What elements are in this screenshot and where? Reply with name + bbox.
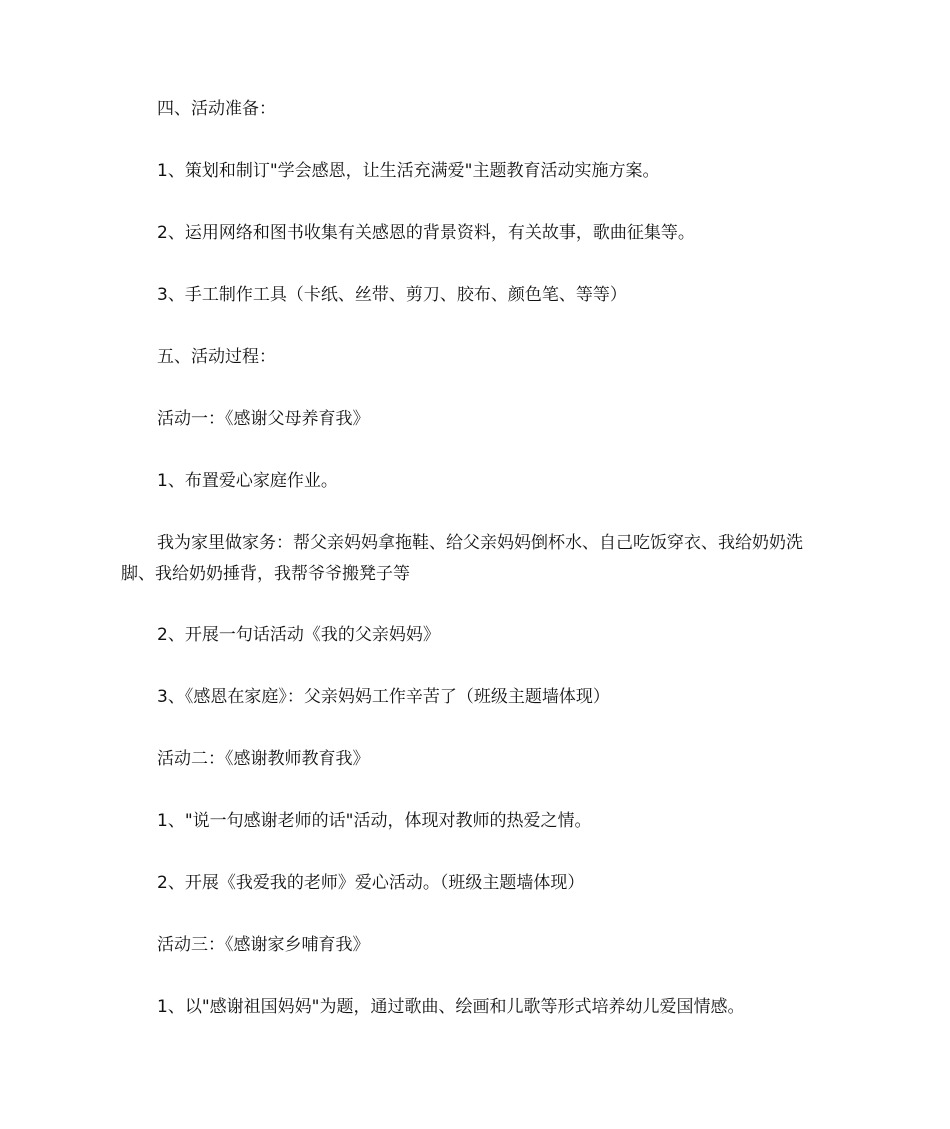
paragraph-prep-2: 2、运用网络和图书收集有关感恩的背景资料，有关故事，歌曲征集等。 <box>157 223 695 243</box>
paragraph-activity-1-item-1: 1、布置爱心家庭作业。 <box>157 471 338 491</box>
paragraph-activity-2-item-2: 2、开展《我爱我的老师》爱心活动。（班级主题墙体现） <box>157 873 585 893</box>
paragraph-prep-1: 1、策划和制订"学会感恩，让生活充满爱"主题教育活动实施方案。 <box>157 161 660 181</box>
heading-activity-1: 活动一：《感谢父母养育我》 <box>157 409 370 429</box>
paragraph-prep-3: 3、手工制作工具（卡纸、丝带、剪刀、胶布、颜色笔、等等） <box>157 285 627 305</box>
heading-activity-3: 活动三：《感谢家乡哺育我》 <box>157 935 370 955</box>
paragraph-activity-3-item-1: 1、以"感谢祖国妈妈"为题，通过歌曲、绘画和儿歌等形式培养幼儿爱国情感。 <box>157 997 745 1017</box>
heading-preparation: 四、活动准备： <box>157 99 276 119</box>
paragraph-activity-1-housework: 我为家里做家务：帮父亲妈妈拿拖鞋、给父亲妈妈倒杯水、自己吃饭穿衣、我给奶奶洗脚、我给奶奶捶背，我帮爷爷搬凳子等 <box>121 533 803 584</box>
heading-process: 五、活动过程： <box>157 347 276 367</box>
heading-activity-2: 活动二：《感谢教师教育我》 <box>157 749 370 769</box>
paragraph-activity-2-item-1: 1、"说一句感谢老师的话"活动，体现对教师的热爱之情。 <box>157 811 592 831</box>
paragraph-activity-1-item-3: 3、《感恩在家庭》：父亲妈妈工作辛苦了（班级主题墙体现） <box>157 687 610 707</box>
paragraph-activity-1-item-2: 2、开展一句话活动《我的父亲妈妈》 <box>157 625 440 645</box>
